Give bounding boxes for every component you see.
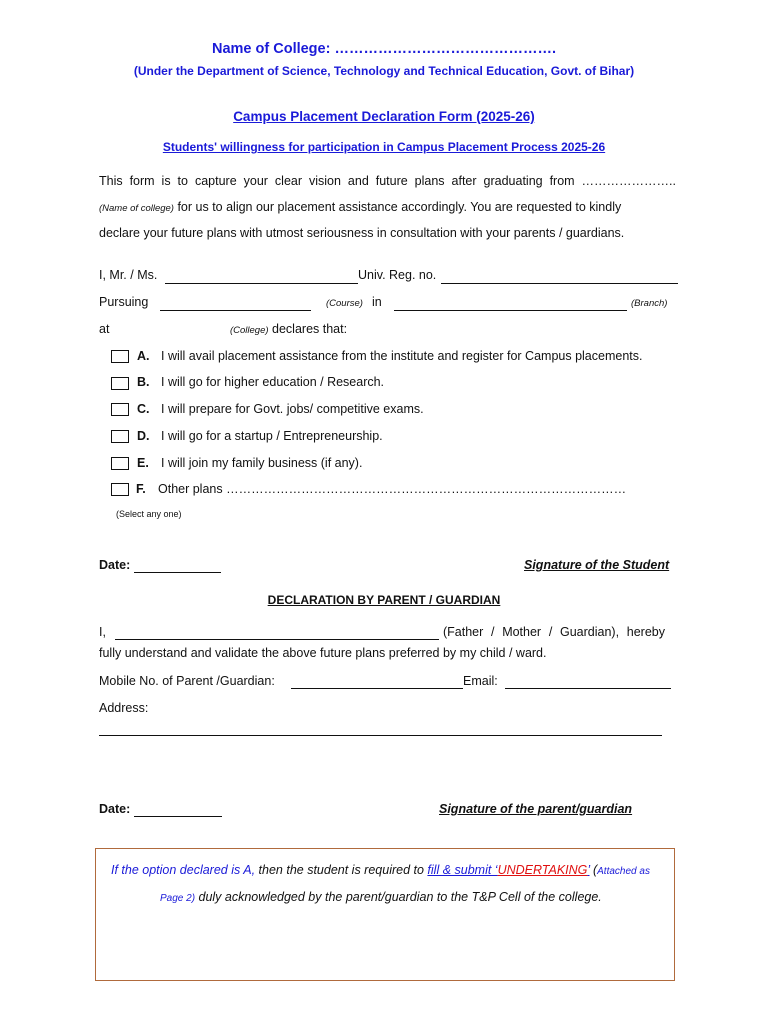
- select-hint: (Select any one): [116, 509, 182, 519]
- parent-date-label: Date:: [99, 802, 131, 816]
- parent-i-label: I,: [99, 625, 106, 639]
- note-part-3: fill & submit ‘: [427, 863, 498, 877]
- branch-hint: (Branch): [631, 298, 668, 309]
- course-field[interactable]: [160, 310, 311, 311]
- note-attached: Attached as: [597, 866, 650, 877]
- form-title: [0, 109, 768, 124]
- reg-no-label: Univ. Reg. no.: [358, 268, 437, 282]
- option-e-letter: E.: [137, 456, 149, 470]
- option-f-letter: F.: [136, 482, 146, 496]
- note-part-9: duly acknowledged by the parent/guardian to the T&P Cell of the college.: [195, 890, 602, 904]
- option-f-checkbox[interactable]: [111, 483, 129, 496]
- option-d-letter: D.: [137, 429, 150, 443]
- intro-college-hint: (Name of college): [99, 203, 174, 214]
- intro-line-2: [99, 200, 676, 214]
- parent-declaration-heading-text: DECLARATION BY PARENT / GUARDIAN: [267, 593, 501, 607]
- declares-label: declares that:: [268, 322, 348, 336]
- intro-line-3: declare your future plans with utmost seriousness in consultation with your parents / guardians.: [99, 226, 625, 240]
- note-part-5: ’: [587, 863, 590, 877]
- address-field[interactable]: [99, 735, 662, 736]
- college-hint: (College): [230, 325, 269, 336]
- form-title-text: Campus Placement Declaration Form (2025-26): [233, 109, 535, 124]
- note-line-1: [111, 863, 650, 877]
- address-label: Address:: [99, 701, 149, 715]
- parent-name-field[interactable]: [115, 639, 439, 640]
- email-label: Email:: [463, 674, 498, 688]
- intro-line-2-text: for us to align our placement assistance accordingly. You are requested to kindly: [173, 200, 622, 214]
- note-page-2: Page 2): [160, 893, 196, 904]
- note-undertaking: UNDERTAKING: [497, 863, 588, 877]
- at-label: at: [99, 322, 110, 336]
- pursuing-label: Pursuing: [99, 295, 149, 309]
- option-b-checkbox[interactable]: [111, 377, 129, 390]
- in-label: in: [372, 295, 382, 309]
- option-a-text: I will avail placement assistance from the institute and register for Campus placements.: [161, 349, 643, 363]
- option-b-letter: B.: [137, 375, 150, 389]
- student-signature-label: Signature of the Student: [524, 558, 670, 572]
- mobile-label: Mobile No. of Parent /Guardian:: [99, 674, 275, 688]
- note-line-2: [160, 890, 602, 904]
- option-e-checkbox[interactable]: [111, 457, 129, 470]
- note-part-2: then the student is required to: [255, 863, 428, 877]
- course-hint: (Course): [326, 298, 363, 309]
- option-d-text: I will go for a startup / Entrepreneurship.: [161, 429, 383, 443]
- student-date-label: Date:: [99, 558, 131, 572]
- form-subtitle-text: Students' willingness for participation in Campus Placement Process 2025-26: [162, 140, 606, 154]
- note-part-6: (: [589, 863, 598, 877]
- option-a-letter: A.: [137, 349, 150, 363]
- mobile-field[interactable]: [291, 688, 463, 689]
- department-line: (Under the Department of Science, Technology and Technical Education, Govt. of Bihar): [133, 64, 635, 78]
- parent-validation-line: fully understand and validate the above future plans preferred by my child / ward.: [99, 646, 547, 660]
- option-e-text: I will join my family business (if any).: [161, 456, 363, 470]
- option-a-checkbox[interactable]: [111, 350, 129, 363]
- option-c-text: I will prepare for Govt. jobs/ competitive exams.: [161, 402, 424, 416]
- college-declares: [230, 322, 347, 336]
- parent-signature-label: Signature of the parent/guardian: [439, 802, 633, 816]
- email-field[interactable]: [505, 688, 671, 689]
- parent-relation-text: (Father / Mother / Guardian), hereby: [443, 625, 665, 639]
- parent-date-field[interactable]: [134, 816, 222, 817]
- reg-no-field[interactable]: [441, 283, 678, 284]
- note-part-1: If the option declared is A,: [111, 863, 256, 877]
- college-name-label: Name of College: ……………………………………….: [212, 41, 556, 57]
- parent-declaration-heading: [0, 593, 768, 607]
- option-d-checkbox[interactable]: [111, 430, 129, 443]
- option-c-letter: C.: [137, 402, 150, 416]
- student-date-field[interactable]: [134, 572, 221, 573]
- branch-field[interactable]: [394, 310, 627, 311]
- intro-line-1: This form is to capture your clear vision and future plans after graduating from …………………..: [99, 174, 676, 188]
- student-name-field[interactable]: [165, 283, 358, 284]
- student-name-label: I, Mr. / Ms.: [99, 268, 158, 282]
- option-f-text: Other plans ……………………………………………………………………………………: [158, 482, 627, 496]
- option-c-checkbox[interactable]: [111, 403, 129, 416]
- form-subtitle: [0, 140, 768, 154]
- option-b-text: I will go for higher education / Research.: [161, 375, 385, 389]
